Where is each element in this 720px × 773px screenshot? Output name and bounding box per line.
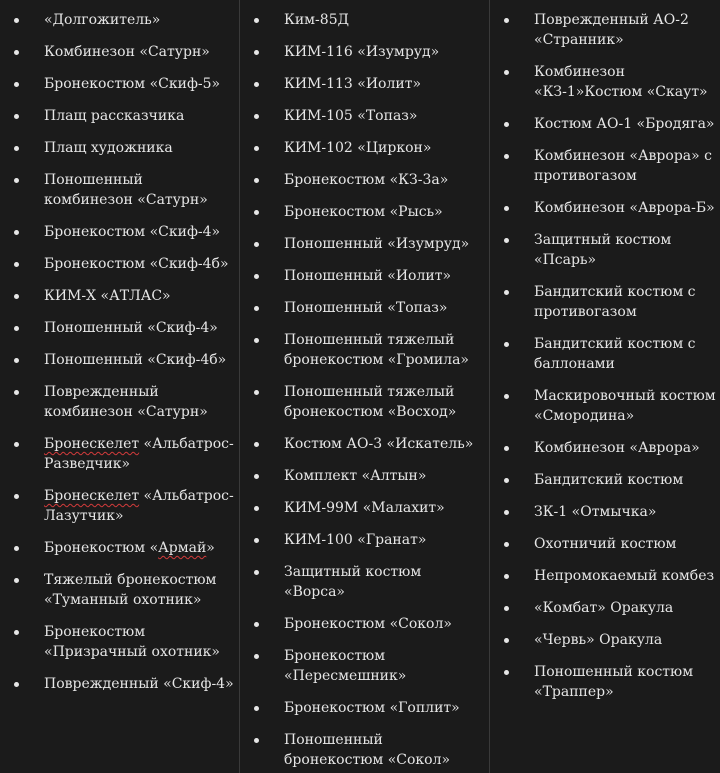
list-item	[240, 266, 489, 286]
item-text: Комбинезон «Аврора»	[534, 440, 700, 456]
bullet-icon	[504, 342, 509, 347]
list-item	[240, 170, 489, 190]
bullet-icon	[504, 446, 509, 451]
bullet-icon	[14, 114, 19, 119]
bullet-icon	[14, 494, 19, 499]
list-item	[240, 730, 489, 770]
bullet-icon	[14, 50, 19, 55]
bullet-icon	[254, 274, 259, 279]
bullet-icon	[14, 230, 19, 235]
list-item	[240, 202, 489, 222]
list-item	[0, 138, 239, 158]
bullet-icon	[254, 506, 259, 511]
list-item	[490, 282, 720, 322]
list-item	[0, 486, 239, 526]
list-item	[240, 382, 489, 422]
item-text: Поношенный «Изумруд»	[284, 236, 470, 252]
item-text: Комбинезон «Сатурн»	[44, 44, 210, 60]
list-item	[240, 74, 489, 94]
list-item	[490, 114, 720, 134]
item-text: Комбинезон «Аврора-Б»	[534, 200, 715, 216]
item-text: Бронекостюм «Призрачный охотник»	[44, 624, 220, 660]
list-item	[0, 286, 239, 306]
bullet-icon	[14, 294, 19, 299]
list-item	[240, 234, 489, 254]
list-item	[240, 42, 489, 62]
list-item	[240, 10, 489, 30]
list-item	[0, 42, 239, 62]
item-text: «Долгожитель»	[44, 12, 161, 28]
item-text: »	[206, 540, 215, 556]
item-text: Поврежденный комбинезон «Сатурн»	[44, 384, 208, 420]
misspelled-word: Армай	[158, 540, 207, 556]
item-text: Комплект «Алтын»	[284, 468, 427, 484]
bullet-icon	[254, 210, 259, 215]
bullet-icon	[504, 154, 509, 159]
item-text: Поношенный «Скиф-4б»	[44, 352, 227, 368]
item-text: «Альбатрос-Лазутчик»	[44, 488, 234, 524]
list-item	[490, 566, 720, 586]
bullet-icon	[254, 474, 259, 479]
list-item	[240, 562, 489, 602]
list-item	[240, 530, 489, 550]
item-text: Комбинезон «КЗ-1»Костюм «Скаут»	[534, 64, 708, 100]
bullet-icon	[504, 510, 509, 515]
item-text: Бандитский костюм с баллонами	[534, 336, 696, 372]
item-text: Бандитский костюм	[534, 472, 684, 488]
bullet-icon	[504, 206, 509, 211]
bullet-icon	[14, 18, 19, 23]
item-text: «Червь» Оракула	[534, 632, 663, 648]
bulleted-list	[240, 10, 489, 770]
list-item	[240, 138, 489, 158]
list-item	[490, 386, 720, 426]
list-item	[240, 646, 489, 686]
item-text: КИМ-102 «Циркон»	[284, 140, 432, 156]
bullet-icon	[254, 114, 259, 119]
item-text: Бронекостюм «КЗ-3а»	[284, 172, 449, 188]
item-text: Поношенный «Скиф-4»	[44, 320, 218, 336]
list-item	[240, 614, 489, 634]
bullet-icon	[254, 442, 259, 447]
item-text: Бронекостюм «Сокол»	[284, 616, 452, 632]
item-text: Поношенный бронекостюм «Сокол»	[284, 732, 451, 768]
list-item	[240, 330, 489, 370]
item-text: Защитный костюм «Псарь»	[534, 232, 672, 268]
bullet-icon	[14, 262, 19, 267]
item-text: Поврежденный «Скиф-4»	[44, 676, 234, 692]
item-text: КИМ-105 «Топаз»	[284, 108, 418, 124]
list-item	[0, 254, 239, 274]
list-item	[240, 434, 489, 454]
bullet-icon	[14, 82, 19, 87]
item-text: КИМ-113 «Иолит»	[284, 76, 422, 92]
list-item	[240, 498, 489, 518]
bullet-icon	[504, 122, 509, 127]
item-text: Комбинезон «Аврора» с противогазом	[534, 148, 712, 184]
bullet-icon	[14, 390, 19, 395]
list-item	[490, 438, 720, 458]
list-item	[490, 662, 720, 702]
bullet-icon	[504, 238, 509, 243]
bullet-icon	[14, 630, 19, 635]
list-item	[0, 350, 239, 370]
item-text: Непромокаемый комбез	[534, 568, 715, 584]
list-item	[0, 170, 239, 210]
bullet-icon	[14, 682, 19, 687]
bullet-icon	[254, 82, 259, 87]
list-item	[0, 538, 239, 558]
bullet-icon	[254, 18, 259, 23]
list-item	[240, 298, 489, 318]
bullet-icon	[254, 178, 259, 183]
item-text: «Комбат» Оракула	[534, 600, 674, 616]
list-item	[0, 434, 239, 474]
item-text: Поношенный тяжелый бронекостюм «Восход»	[284, 384, 457, 420]
bullet-icon	[254, 50, 259, 55]
bullet-icon	[504, 70, 509, 75]
list-item	[490, 10, 720, 50]
item-text: Костюм АО-1 «Бродяга»	[534, 116, 715, 132]
list-item	[490, 534, 720, 554]
bullet-icon	[504, 394, 509, 399]
list-item	[240, 466, 489, 486]
item-text: «Альбатрос-Разведчик»	[44, 436, 234, 472]
list-item	[490, 230, 720, 270]
list-item	[490, 630, 720, 650]
bullet-icon	[254, 338, 259, 343]
bullet-icon	[14, 546, 19, 551]
list-item	[490, 198, 720, 218]
item-text: ЗК-1 «Отмычка»	[534, 504, 657, 520]
bullet-icon	[254, 146, 259, 151]
item-text: Поношенный костюм «Траппер»	[534, 664, 694, 700]
item-text: Защитный костюм «Ворса»	[284, 564, 422, 600]
item-text: КИМ-99М «Малахит»	[284, 500, 445, 516]
item-text: Маскировочный костюм «Смородина»	[534, 388, 716, 424]
bullet-icon	[504, 574, 509, 579]
list-column-2	[239, 0, 489, 773]
bullet-icon	[504, 542, 509, 547]
bullet-icon	[14, 358, 19, 363]
list-column-3	[489, 0, 720, 773]
item-text: Бандитский костюм с противогазом	[534, 284, 696, 320]
bullet-icon	[14, 442, 19, 447]
item-text: Ким-85Д	[284, 12, 349, 28]
item-text: Костюм АО-3 «Искатель»	[284, 436, 474, 452]
item-text: Тяжелый бронекостюм «Туманный охотник»	[44, 572, 217, 608]
list-item	[490, 502, 720, 522]
list-item	[0, 318, 239, 338]
item-text: Бронекостюм «	[44, 540, 159, 556]
item-text: Поношенный «Иолит»	[284, 268, 452, 284]
item-text: Бронекостюм «Скиф-5»	[44, 76, 221, 92]
bullet-icon	[254, 390, 259, 395]
bullet-icon	[504, 18, 509, 23]
list-item	[0, 674, 239, 694]
bullet-icon	[254, 622, 259, 627]
list-item	[490, 62, 720, 102]
item-text: КИМ-Х «АТЛАС»	[44, 288, 171, 304]
item-text: Плащ рассказчика	[44, 108, 185, 124]
list-item	[490, 334, 720, 374]
list-item	[240, 106, 489, 126]
bullet-icon	[504, 638, 509, 643]
bullet-icon	[14, 326, 19, 331]
list-item	[0, 382, 239, 422]
list-item	[490, 146, 720, 186]
list-item	[490, 470, 720, 490]
item-text: Поврежденный АО-2 «Странник»	[534, 12, 689, 48]
item-text: Бронекостюм «Пересмешник»	[284, 648, 407, 684]
list-item	[0, 222, 239, 242]
bullet-icon	[14, 578, 19, 583]
item-text: Бронекостюм «Рысь»	[284, 204, 443, 220]
list-item	[240, 698, 489, 718]
item-text: Бронекостюм «Скиф-4б»	[44, 256, 229, 272]
item-text: Бронекостюм «Скиф-4»	[44, 224, 221, 240]
bulleted-list	[0, 10, 239, 694]
bullet-icon	[14, 146, 19, 151]
bullet-icon	[254, 242, 259, 247]
bullet-icon	[504, 290, 509, 295]
bulleted-list	[490, 10, 720, 702]
item-text: КИМ-116 «Изумруд»	[284, 44, 440, 60]
bullet-icon	[254, 570, 259, 575]
item-text: Поношенный комбинезон «Сатурн»	[44, 172, 208, 208]
bullet-icon	[14, 178, 19, 183]
bullet-icon	[254, 654, 259, 659]
list-item	[0, 570, 239, 610]
list-item	[0, 106, 239, 126]
misspelled-word: Бронескелет	[44, 436, 140, 452]
item-text: Поношенный «Топаз»	[284, 300, 448, 316]
list-item	[490, 598, 720, 618]
bullet-icon	[254, 738, 259, 743]
list-column-1	[0, 0, 239, 773]
bullet-icon	[504, 606, 509, 611]
bullet-icon	[504, 478, 509, 483]
item-text: КИМ-100 «Гранат»	[284, 532, 427, 548]
item-text: Плащ художника	[44, 140, 173, 156]
bullet-icon	[254, 306, 259, 311]
bullet-icon	[504, 670, 509, 675]
bullet-icon	[254, 706, 259, 711]
item-text: Поношенный тяжелый бронекостюм «Громила»	[284, 332, 469, 368]
list-item	[0, 622, 239, 662]
item-text: Бронекостюм «Гоплит»	[284, 700, 460, 716]
bullet-icon	[254, 538, 259, 543]
misspelled-word: Бронескелет	[44, 488, 140, 504]
item-text: Охотничий костюм	[534, 536, 677, 552]
list-item	[0, 10, 239, 30]
list-item	[0, 74, 239, 94]
